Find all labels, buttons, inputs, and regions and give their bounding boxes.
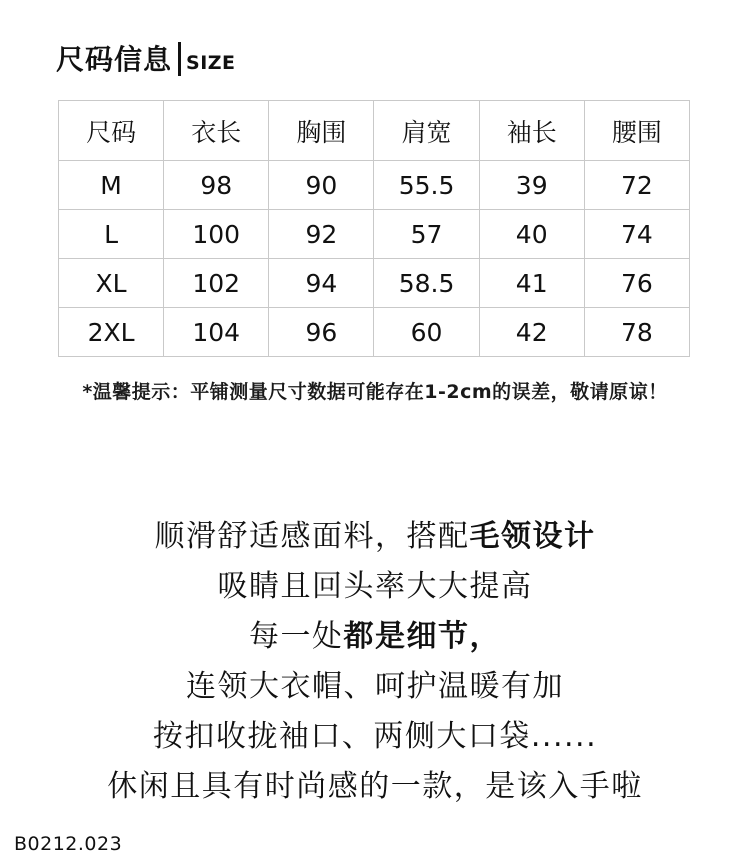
description-text: 顺滑舒适感面料，搭配 [154, 519, 470, 554]
table-row-l [59, 210, 690, 259]
cell-value: 94 [269, 259, 374, 308]
cell-size: L [59, 210, 164, 259]
description-line-6 [0, 762, 750, 812]
description-text: 每一处 [249, 619, 344, 654]
description-text-bold: 毛领设计 [469, 519, 596, 554]
cell-size: XL [59, 259, 164, 308]
cell-value: 104 [164, 308, 269, 357]
cell-value: 42 [479, 308, 584, 357]
cell-value: 72 [584, 161, 689, 210]
description-line-1 [0, 512, 750, 562]
cell-value: 57 [374, 210, 479, 259]
size-table-body [59, 161, 690, 357]
col-header-length: 衣长 [164, 101, 269, 161]
cell-value: 78 [584, 308, 689, 357]
description-line-4 [0, 662, 750, 712]
cell-value: 98 [164, 161, 269, 210]
col-header-shoulder: 肩宽 [374, 101, 479, 161]
cell-value: 100 [164, 210, 269, 259]
table-row-2xl [59, 308, 690, 357]
cell-value: 39 [479, 161, 584, 210]
cell-value: 40 [479, 210, 584, 259]
col-header-waist: 腰围 [584, 101, 689, 161]
cell-value: 74 [584, 210, 689, 259]
cell-value: 58.5 [374, 259, 479, 308]
description-line-3 [0, 612, 750, 662]
title-divider [178, 42, 181, 76]
title-cn: 尺码信息 [56, 42, 173, 76]
description-text-bold: 都是细节， [343, 619, 501, 654]
title-en: SIZE [186, 52, 236, 74]
size-table-header [59, 101, 690, 161]
cell-size: 2XL [59, 308, 164, 357]
description-line-2 [0, 562, 750, 612]
cell-value: 102 [164, 259, 269, 308]
col-header-sleeve: 袖长 [479, 101, 584, 161]
description-text: 休闲且具有时尚感的一款，是该入手啦 [107, 769, 643, 804]
size-table [58, 100, 690, 357]
description-text: 连领大衣帽、呵护温暖有加 [186, 669, 564, 704]
table-row-xl [59, 259, 690, 308]
col-header-bust: 胸围 [269, 101, 374, 161]
description-line-5 [0, 712, 750, 762]
size-info-title [56, 42, 236, 76]
product-description [0, 512, 750, 812]
description-text: 按扣收拢袖口、两侧大口袋...... [152, 719, 598, 754]
description-text: 吸睛且回头率大大提高 [217, 569, 533, 604]
product-code: B0212.023 [14, 833, 123, 855]
cell-value: 92 [269, 210, 374, 259]
table-header-row [59, 101, 690, 161]
cell-value: 55.5 [374, 161, 479, 210]
measurement-note: *温馨提示：平铺测量尺寸数据可能存在1-2cm的误差，敬请原谅！ [82, 381, 668, 403]
cell-value: 76 [584, 259, 689, 308]
cell-value: 60 [374, 308, 479, 357]
table-row-m [59, 161, 690, 210]
cell-size: M [59, 161, 164, 210]
cell-value: 90 [269, 161, 374, 210]
col-header-size: 尺码 [59, 101, 164, 161]
cell-value: 41 [479, 259, 584, 308]
cell-value: 96 [269, 308, 374, 357]
